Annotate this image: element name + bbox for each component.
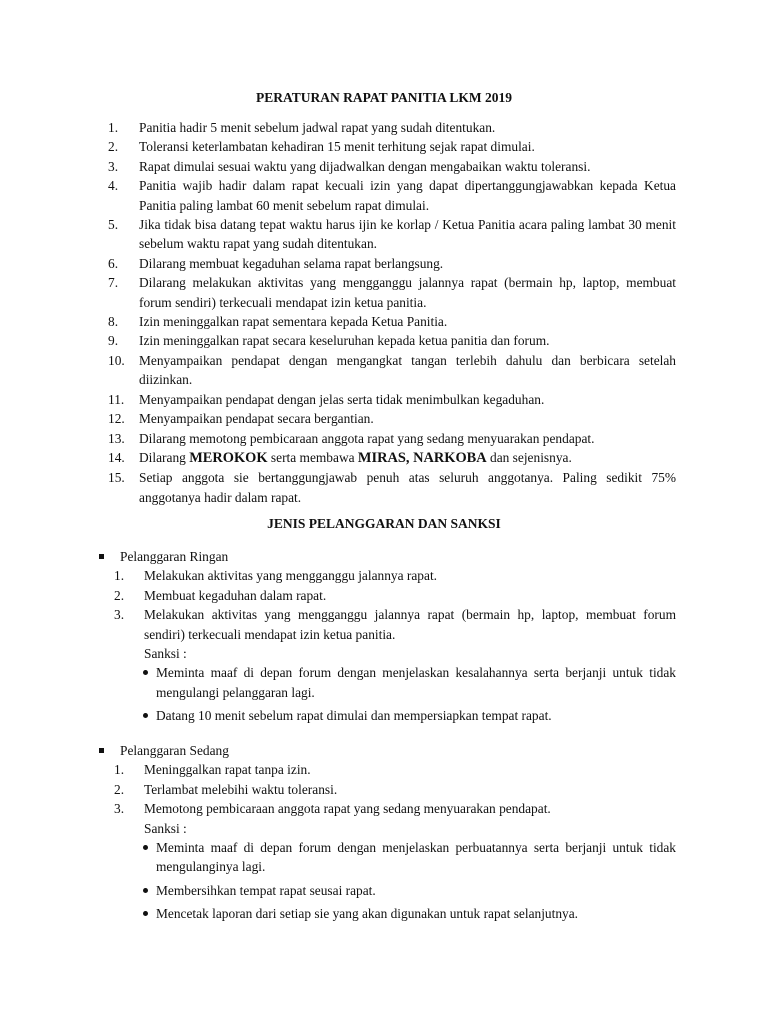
rule-number: 15. xyxy=(108,470,125,486)
rule-number: 5. xyxy=(108,217,119,233)
rule-item xyxy=(108,176,676,215)
rule-text: Toleransi keterlambatan kehadiran 15 menit terhitung sejak rapat dimulai. xyxy=(139,139,535,155)
sanction-text: Datang 10 menit sebelum rapat dimulai dan mempersiapkan tempat rapat. xyxy=(156,708,552,724)
sanction-text: Mencetak laporan dari setiap sie yang akan digunakan untuk rapat selanjutnya. xyxy=(156,906,579,922)
rule-item xyxy=(108,429,676,448)
round-bullet-icon xyxy=(143,845,148,850)
section-heading xyxy=(114,547,676,566)
round-bullet-icon xyxy=(143,713,148,718)
square-bullet-icon xyxy=(99,748,104,753)
sanction-list xyxy=(114,663,676,725)
violation-text: Membuat kegaduhan dalam rapat. xyxy=(144,587,327,603)
rule-item xyxy=(108,312,676,331)
rule-number: 6. xyxy=(108,255,119,271)
violation-number: 1. xyxy=(114,568,125,584)
rule-item xyxy=(108,448,676,468)
rule-number: 4. xyxy=(108,178,119,194)
violation-list xyxy=(114,760,676,818)
rule-number: 3. xyxy=(108,158,119,174)
violation-text: Memotong pembicaraan anggota rapat yang sedang menyuarakan pendapat. xyxy=(144,801,551,817)
round-bullet-icon xyxy=(143,911,148,916)
rule-item xyxy=(108,215,676,254)
rule-item xyxy=(108,409,676,428)
rule-item xyxy=(108,331,676,350)
violation-text: Melakukan aktivitas yang mengganggu jalannya rapat. xyxy=(144,568,438,584)
violation-text: Terlambat melebihi waktu toleransi. xyxy=(144,781,338,797)
rule-number: 10. xyxy=(108,352,125,368)
sanction-text: Membersihkan tempat rapat seusai rapat. xyxy=(156,882,376,898)
rule-number: 8. xyxy=(108,314,119,330)
section-pelanggaran-sedang xyxy=(114,741,676,928)
violation-item xyxy=(114,566,676,585)
violation-item xyxy=(114,605,676,644)
rule-number: 2. xyxy=(108,139,119,155)
rule-text-part: dan sejenisnya. xyxy=(486,449,572,465)
rule-number: 11. xyxy=(108,391,125,407)
violation-number: 2. xyxy=(114,781,125,797)
rule-number: 13. xyxy=(108,430,125,446)
rule-text: Izin meninggalkan rapat sementara kepada Ketua Panitia. xyxy=(139,314,448,330)
rule-item xyxy=(108,351,676,390)
rule-number: 12. xyxy=(108,411,125,427)
rule-number: 1. xyxy=(108,120,119,135)
violation-number: 1. xyxy=(114,762,125,778)
sanction-text: Meminta maaf di depan forum dengan menjelaskan kesalahannya serta berjanji untuk tidak mengulangi pelanggaran lagi. xyxy=(156,665,676,700)
sanction-item xyxy=(114,706,676,725)
rule-number: 9. xyxy=(108,333,119,349)
violation-item xyxy=(114,799,676,818)
sanction-item xyxy=(114,663,676,702)
sanction-text: Meminta maaf di depan forum dengan menjelaskan perbuatannya serta berjanji untuk tidak mengulanginya lagi. xyxy=(156,840,676,875)
emphasis-miras-narkoba: MIRAS, NARKOBA xyxy=(357,449,487,466)
rule-number: 14. xyxy=(108,449,125,465)
sanksi-label: Sanksi : xyxy=(144,820,187,836)
violation-item xyxy=(114,780,676,799)
rule-text: Izin meninggalkan rapat secara keseluruhan kepada ketua panitia dan forum. xyxy=(139,333,550,349)
rule-item xyxy=(108,390,676,409)
rule-text: Dilarang memotong pembicaraan anggota rapat yang sedang menyuarakan pendapat. xyxy=(139,430,595,446)
violation-text: Meninggalkan rapat tanpa izin. xyxy=(144,762,311,778)
rule-text: Setiap anggota sie bertanggungjawab penuh atas seluruh anggotanya. Paling sedikit 75% anggotanya hadir dalam rapat. xyxy=(139,470,676,505)
rule-text: Panitia hadir 5 menit sebelum jadwal rapat yang sudah ditentukan. xyxy=(139,120,496,135)
section-heading-text: Pelanggaran Sedang xyxy=(120,743,229,758)
violation-number: 2. xyxy=(114,587,125,603)
section-heading xyxy=(114,741,676,760)
rule-text-part: Dilarang xyxy=(139,449,190,465)
violation-item xyxy=(114,586,676,605)
round-bullet-icon xyxy=(143,888,148,893)
violation-list xyxy=(114,566,676,644)
rule-text: Jika tidak bisa datang tepat waktu harus ijin ke korlap / Ketua Panitia acara paling lambat 30 menit sebelum waktu rapat yang sudah ditentukan. xyxy=(139,217,676,252)
rule-text: Menyampaikan pendapat dengan mengangkat tangan terlebih dahulu dan berbicara setelah diizinkan. xyxy=(139,352,676,388)
rule-item xyxy=(108,468,676,507)
sanction-item xyxy=(114,838,676,877)
sanction-list xyxy=(114,838,676,924)
rule-text-part: serta membawa xyxy=(267,449,358,465)
rule-text: Dilarang membuat kegaduhan selama rapat berlangsung. xyxy=(139,255,444,271)
sanction-item xyxy=(114,881,676,900)
violation-number: 3. xyxy=(114,801,125,817)
rule-text: Menyampaikan pendapat dengan jelas serta tidak menimbulkan kegaduhan. xyxy=(139,391,545,407)
section-heading-text: Pelanggaran Ringan xyxy=(120,549,229,564)
rule-text: Panitia wajib hadir dalam rapat kecuali izin yang dapat dipertanggungjawabkan kepada Ketua Panitia paling lambat 60 menit sebelum rapat dimulai. xyxy=(139,178,676,213)
rule-number: 7. xyxy=(108,275,119,291)
violation-text: Melakukan aktivitas yang mengganggu jalannya rapat (bermain hp, laptop, membuat forum sendiri) terkecuali mendapat izin ketua panitia. xyxy=(144,607,676,642)
violation-item xyxy=(114,760,676,779)
violation-number: 3. xyxy=(114,607,125,623)
rule-text: Menyampaikan pendapat secara bergantian. xyxy=(139,411,374,427)
rule-text: Dilarang melakukan aktivitas yang mengganggu jalannya rapat (bermain hp, laptop, membuat forum sendiri) terkecuali mendapat izin ketua panitia. xyxy=(139,275,676,310)
rule-item xyxy=(108,137,676,156)
rule-item xyxy=(108,254,676,273)
rule-item xyxy=(108,157,676,176)
square-bullet-icon xyxy=(99,554,104,559)
rule-item xyxy=(108,118,676,137)
round-bullet-icon xyxy=(143,670,148,675)
sanksi-label: Sanksi : xyxy=(144,646,187,662)
rule-item xyxy=(108,273,676,312)
section-title: JENIS PELANGGARAN DAN SANKSI xyxy=(267,516,501,531)
rules-list xyxy=(108,118,676,507)
sanction-item xyxy=(114,904,676,923)
emphasis-merokok: MEROKOK xyxy=(189,449,268,466)
section-pelanggaran-ringan xyxy=(114,547,676,730)
rule-text: Rapat dimulai sesuai waktu yang dijadwalkan dengan mengabaikan waktu toleransi. xyxy=(139,158,591,174)
document-title: PERATURAN RAPAT PANITIA LKM 2019 xyxy=(255,90,512,105)
